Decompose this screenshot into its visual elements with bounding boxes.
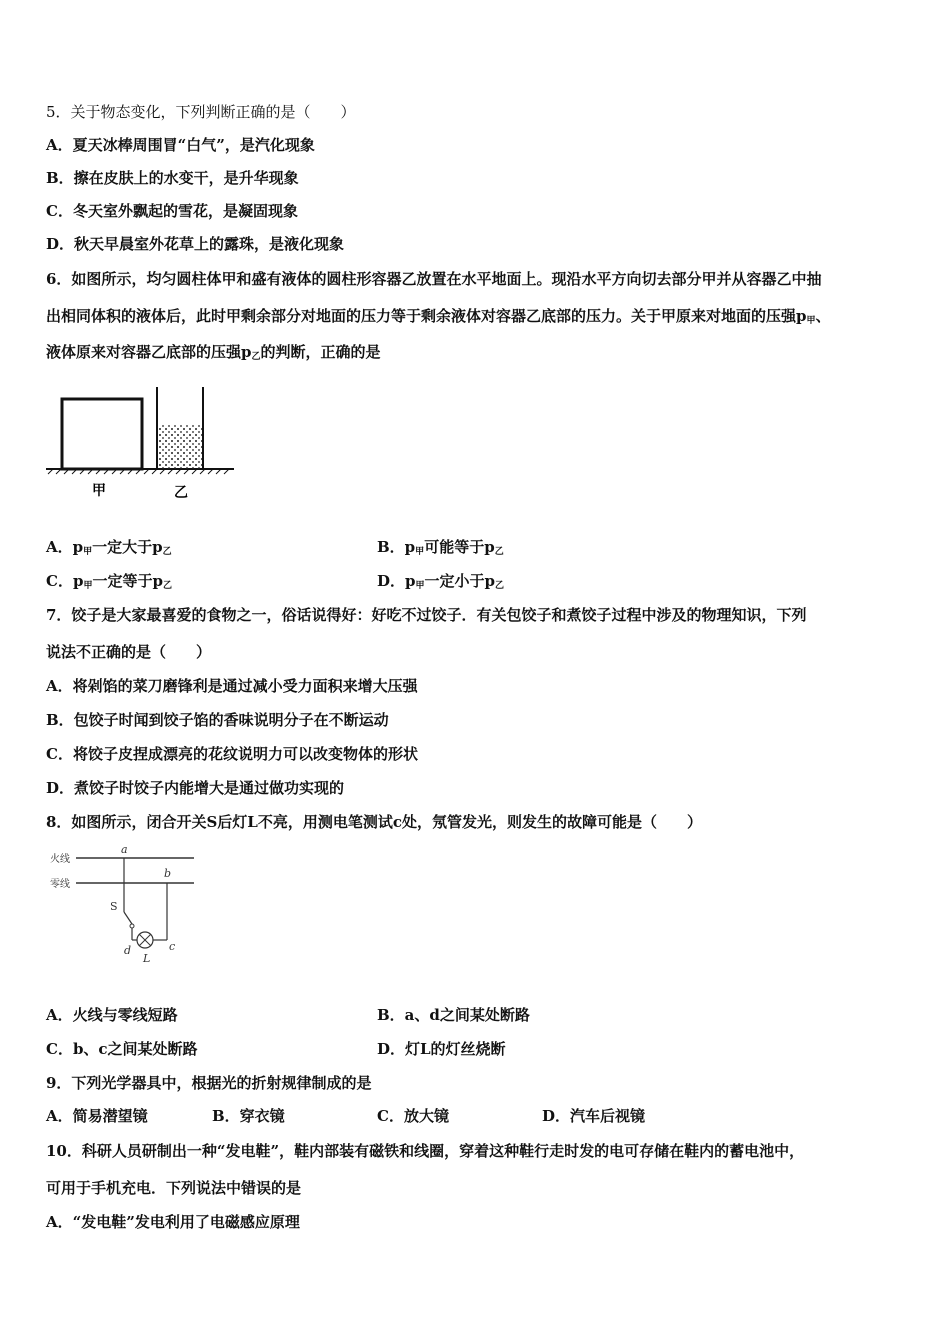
- q7-stem-line2: 说法不正确的是（ ）: [46, 643, 212, 661]
- q7-option-d: D．煮饺子时饺子内能增大是通过做功实现的: [46, 779, 345, 797]
- q5-option-b: B．擦在皮肤上的水变干，是升华现象: [46, 169, 299, 187]
- q6-option-d: D．$p_甲$一定小于$p_乙$: [377, 572, 505, 591]
- q6-stem-line3: 液体原来对容器乙底部的压强$p_乙$的判断，正确的是: [46, 343, 381, 362]
- q9-option-c: C．放大镜: [377, 1107, 449, 1125]
- q7-option-a: A．将剁馅的菜刀磨锋利是通过减小受力面积来增大压强: [46, 677, 418, 695]
- q8-option-d: D．灯L的灯丝烧断: [377, 1040, 506, 1058]
- label-s: S: [110, 900, 118, 913]
- label-a: a: [121, 843, 128, 856]
- q6-option-a: A．$p_甲$一定大于$p_乙$: [46, 538, 172, 557]
- q10-option-a: A．“发电鞋”发电利用了电磁感应原理: [46, 1213, 300, 1231]
- q7-option-b: B．包饺子时闻到饺子馅的香味说明分子在不断运动: [46, 711, 389, 729]
- q6-stem-line2: 出相同体积的液体后，此时甲剩余部分对地面的压力等于剩余液体对容器乙底部的压力。关于甲原来对地面的压强$p_甲$、: [46, 307, 831, 326]
- cylinder-jia: [62, 399, 142, 469]
- liquid-yi: [158, 425, 202, 469]
- label-live-wire: 火线: [50, 854, 70, 865]
- q6-option-b: B．$p_甲$可能等于$p_乙$: [377, 538, 504, 557]
- q8-option-b: B．a、d之间某处断路: [377, 1006, 530, 1024]
- q7-stem-line1: 7．饺子是大家最喜爱的食物之一，俗话说得好：好吃不过饺子．有关包饺子和煮饺子过程中涉及的物理知识，下列: [46, 606, 807, 624]
- switch-s: [124, 912, 132, 924]
- q8-option-c: C．b、c之间某处断路: [46, 1040, 198, 1058]
- q10-stem-line2: 可用于手机充电．下列说法中错误的是: [46, 1179, 302, 1197]
- q7-option-c: C．将饺子皮捏成漂亮的花纹说明力可以改变物体的形状: [46, 745, 418, 763]
- label-neutral-wire: 零线: [50, 879, 70, 890]
- q9-option-b: B．穿衣镜: [212, 1107, 285, 1125]
- q9-stem: 9．下列光学器具中，根据光的折射规律制成的是: [46, 1074, 372, 1092]
- q8-option-a: A．火线与零线短路: [46, 1006, 178, 1024]
- q5-stem: 5．关于物态变化，下列判断正确的是（ ）: [46, 103, 356, 121]
- q9-option-d: D．汽车后视镜: [542, 1107, 646, 1125]
- q5-option-d: D．秋天早晨室外花草上的露珠，是液化现象: [46, 235, 345, 253]
- label-jia: 甲: [92, 483, 106, 499]
- q6-stem-line1: 6．如图所示，均匀圆柱体甲和盛有液体的圆柱形容器乙放置在水平地面上。现沿水平方向切去部分甲并从容器乙中抽: [46, 270, 822, 288]
- q6-option-c: C．$p_甲$一定等于$p_乙$: [46, 572, 172, 591]
- q5-option-a: A．夏天冰棒周围冒“白气”，是汽化现象: [46, 136, 315, 154]
- q5-option-c: C．冬天室外飘起的雪花，是凝固现象: [46, 202, 298, 220]
- q9-option-a: A．简易潜望镜: [46, 1107, 148, 1125]
- q8-circuit-figure: [44, 842, 202, 972]
- q10-stem-line1: 10．科研人员研制出一种“发电鞋”，鞋内部装有磁铁和线圈，穿着这种鞋行走时发的电可存储在鞋内的蓄电池中，: [46, 1142, 805, 1160]
- label-d: d: [124, 944, 132, 957]
- label-b: b: [164, 867, 172, 880]
- label-c: c: [169, 940, 176, 953]
- q6-figure: [44, 385, 240, 505]
- label-l: L: [143, 952, 151, 965]
- label-yi: 乙: [174, 485, 188, 501]
- q8-stem: 8．如图所示，闭合开关S后灯L不亮，用测电笔测试c处，氖管发光，则发生的故障可能是（ ）: [46, 813, 702, 831]
